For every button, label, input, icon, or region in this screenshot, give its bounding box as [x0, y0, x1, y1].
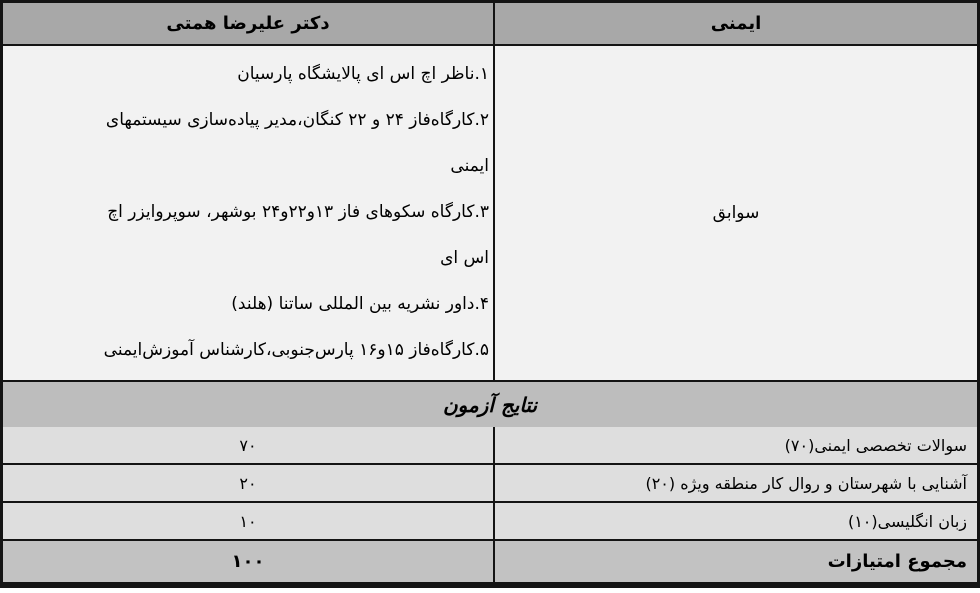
result-label-cell: آشنایی با شهرستان و روال کار منطقه ویژه (۲۰) — [493, 465, 977, 501]
record-line: ۳.کارگاه سکوهای فاز ۱۳و۲۲و۲۴ بوشهر، سوپروایزر اچ — [107, 202, 489, 222]
result-value-cell: ۷۰ — [239, 435, 257, 455]
records-label-cell: سوابق — [493, 46, 977, 380]
total-row — [3, 539, 977, 582]
record-line: ۲.کارگاه‌فاز ۲۴ و ۲۲ کنگان،مدیر پیاده‌سازی سیستمهای — [105, 110, 489, 130]
record-line: اس ای — [440, 248, 489, 268]
record-line: ایمنی — [450, 156, 489, 176]
record-line: ۵.کارگاه‌فاز ۱۵و۱۶ پارس‌جنوبی،کارشناس آموزش‌ایمنی — [103, 340, 489, 360]
record-line: ۴.داور نشریه بین المللی ساتنا (هلند) — [231, 294, 489, 314]
result-value-cell: ۱۰ — [239, 511, 257, 531]
result-value-cell: ۲۰ — [239, 473, 257, 493]
result-label-cell: زبان انگلیسی(۱۰) — [493, 503, 977, 539]
category-cell: ایمنی — [493, 3, 977, 44]
total-value-cell: ۱۰۰ — [231, 551, 265, 572]
records-row — [3, 44, 977, 380]
results-title-row: نتایج آزمون — [3, 380, 977, 427]
record-line: ۱.ناظر اچ اس ای پالایشگاه پارسیان — [237, 64, 489, 84]
result-row — [3, 463, 977, 501]
records-content-cell — [3, 46, 493, 380]
records-list — [3, 46, 493, 373]
header-row — [3, 3, 977, 44]
candidate-name-cell: دکتر علیرضا همتی — [166, 13, 330, 34]
total-label-cell: مجموع امتیازات — [493, 541, 977, 582]
result-row — [3, 427, 977, 463]
result-row — [3, 501, 977, 539]
result-rows — [3, 427, 977, 539]
result-label-cell: سوالات تخصصی ایمنی(۷۰) — [493, 427, 977, 463]
